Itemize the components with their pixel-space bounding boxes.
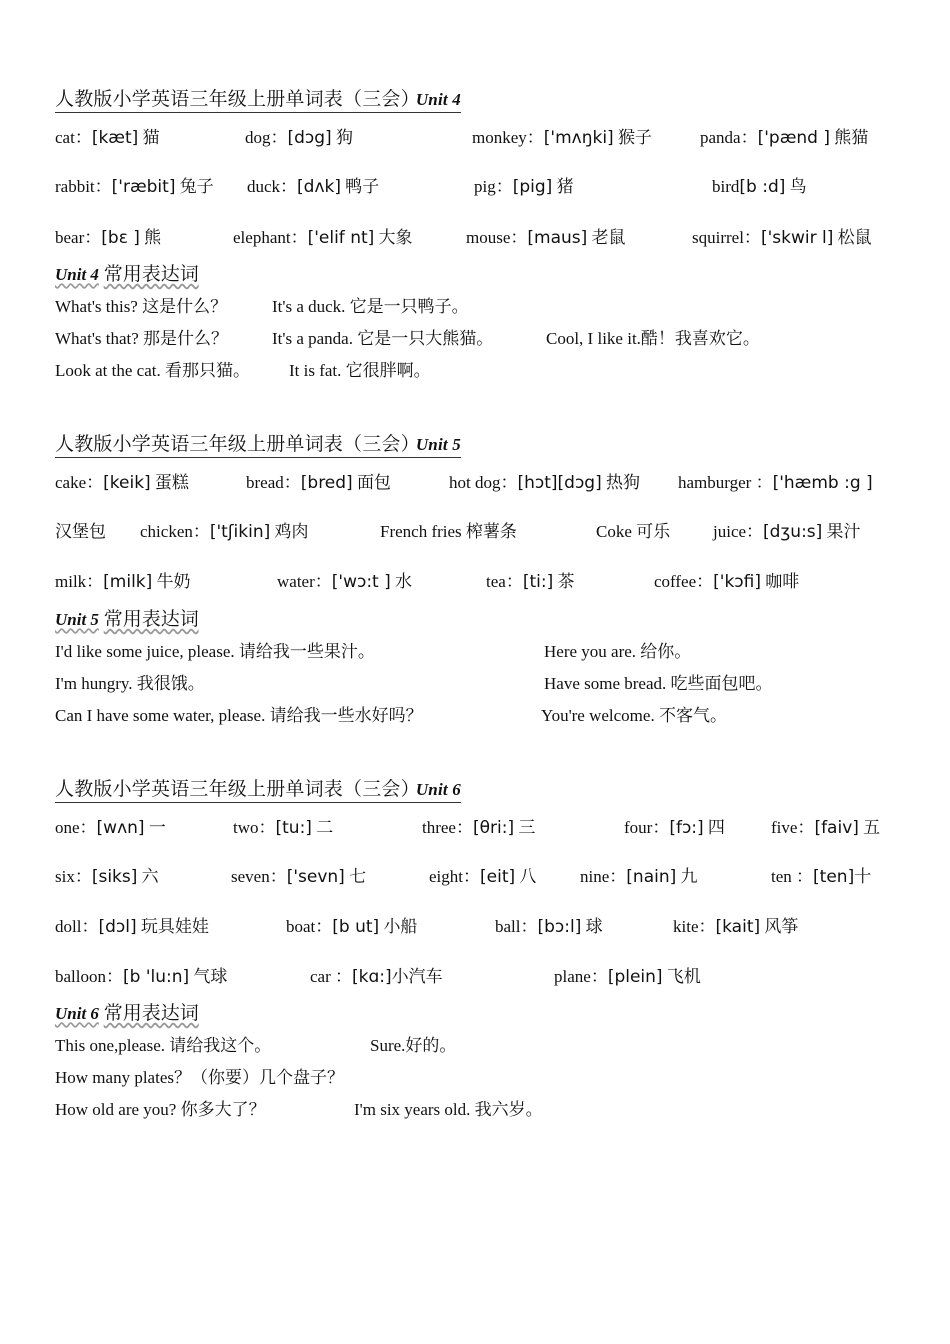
word-zh: 五 — [863, 818, 881, 837]
word-zh: 鸟 — [789, 177, 807, 196]
word-entry — [596, 517, 670, 542]
word-entry — [245, 123, 353, 148]
word-zh: 六 — [141, 867, 159, 886]
word-zh: 猪 — [556, 177, 574, 196]
word-en: pig： — [474, 177, 513, 196]
word-entry — [55, 912, 209, 937]
word-entry — [474, 172, 574, 197]
word-zh: 玩具娃娃 — [140, 917, 209, 936]
word-zh: 猫 — [142, 128, 160, 147]
word-en: hot dog： — [449, 473, 518, 492]
word-entry — [486, 567, 574, 592]
word-zh: 七 — [349, 867, 367, 886]
expr-unit: Unit 5 — [55, 610, 99, 629]
expression-line: Look at the cat. 看那只猫。 — [55, 361, 250, 380]
word-en: squirrel： — [692, 228, 761, 247]
word-entry — [700, 123, 868, 148]
word-entry — [713, 517, 861, 542]
expression-line: Here you are. 给你。 — [544, 642, 692, 661]
word-en: seven： — [231, 867, 287, 886]
word-zh: 榨薯条 — [465, 522, 517, 541]
word-entry — [55, 962, 227, 987]
word-zh: 风筝 — [764, 917, 799, 936]
expression-line: How old are you? 你多大了？ — [55, 1100, 266, 1119]
word-entry — [55, 172, 214, 197]
word-zh: 球 — [585, 917, 603, 936]
word-ipa: [b ut] — [332, 917, 380, 937]
word-ipa: [siks] — [91, 867, 138, 887]
expression-line: Cool, I like it.酷！我喜欢它。 — [546, 329, 760, 348]
word-zh: 兔子 — [179, 177, 214, 196]
word-entry — [712, 172, 807, 197]
word-zh: 面包 — [356, 473, 391, 492]
word-zh: 小汽车 — [391, 967, 443, 986]
word-zh: 四 — [707, 818, 725, 837]
word-entry — [771, 813, 880, 838]
word-ipa: [tu:] — [275, 818, 312, 838]
word-en: dog： — [245, 128, 288, 147]
word-en: nine： — [580, 867, 627, 886]
word-en: hamburger ： — [678, 473, 773, 492]
word-ipa: [dɔl] — [98, 917, 137, 937]
word-en: water： — [277, 572, 332, 591]
word-zh: 热狗 — [605, 473, 640, 492]
word-zh: 八 — [519, 867, 537, 886]
expr-title: 常用表达词 — [103, 264, 199, 285]
word-ipa: [b :d] — [739, 177, 786, 197]
word-en: two： — [233, 818, 276, 837]
expr-title: 常用表达词 — [103, 1003, 199, 1024]
word-en: bear： — [55, 228, 102, 247]
word-en: five： — [771, 818, 815, 837]
word-entry — [422, 813, 535, 838]
word-ipa: ['skwir l] — [760, 228, 834, 248]
word-ipa: [kæt] — [91, 128, 139, 148]
word-en: car ： — [310, 967, 353, 986]
expression-line: Have some bread. 吃些面包吧。 — [544, 674, 773, 693]
heading-text: 人教版小学英语三年级上册单词表（三会） — [55, 89, 420, 110]
word-en: doll： — [55, 917, 99, 936]
word-en: cake： — [55, 473, 104, 492]
word-en: bread： — [246, 473, 301, 492]
word-zh: 狗 — [335, 128, 353, 147]
word-en: juice： — [713, 522, 764, 541]
word-entry — [286, 912, 417, 937]
word-en: Coke — [596, 522, 632, 541]
word-zh: 水 — [395, 572, 412, 591]
word-entry — [380, 517, 517, 542]
expr-unit: Unit 4 — [55, 265, 99, 284]
word-ipa: [hɔt][dɔg] — [517, 473, 602, 493]
word-ipa: [b 'lu:n] — [123, 967, 190, 987]
expression-line: Sure.好的。 — [370, 1036, 457, 1055]
word-ipa: ['elif nt] — [307, 228, 375, 248]
word-entry — [233, 813, 333, 838]
word-zh: 小船 — [383, 917, 418, 936]
word-en: ball： — [495, 917, 538, 936]
word-zh: 飞机 — [666, 967, 701, 986]
word-en: plane： — [554, 967, 608, 986]
word-zh: 果汁 — [826, 522, 861, 541]
expression-line: You're welcome. 不客气。 — [541, 706, 727, 725]
word-entry — [554, 962, 701, 987]
word-ipa: [bɔ:l] — [537, 917, 582, 937]
word-en: mouse： — [466, 228, 528, 247]
word-en: four： — [624, 818, 670, 837]
word-ipa: [maus] — [527, 228, 588, 248]
word-ipa: [dʌk] — [297, 177, 342, 197]
word-zh: 熊 — [144, 228, 162, 247]
word-ipa: [ti:] — [522, 572, 554, 592]
word-zh: 一 — [148, 818, 166, 837]
word-en: elephant： — [233, 228, 308, 247]
word-en: bird — [712, 177, 740, 196]
word-ipa: [faiv] — [814, 818, 859, 838]
word-zh: 老鼠 — [591, 228, 626, 247]
word-ipa: [kait] — [715, 917, 761, 937]
word-entry — [247, 172, 379, 197]
word-en: coffee： — [654, 572, 714, 591]
word-en: one： — [55, 818, 97, 837]
word-entry — [472, 123, 652, 148]
word-en: ten ： — [771, 867, 814, 886]
heading-unit: Unit 5 — [415, 435, 461, 454]
expression-line: I'm six years old. 我六岁。 — [354, 1100, 543, 1119]
word-ipa: ['pænd ] — [757, 128, 830, 148]
word-en: cat： — [55, 128, 92, 147]
word-ipa: [eit] — [480, 867, 516, 887]
expressions-heading-unit6 — [55, 998, 199, 1025]
word-entry — [654, 567, 799, 592]
word-ipa: ['tʃikin] — [209, 522, 271, 542]
word-ipa: [nain] — [626, 867, 677, 887]
expression-line: Can I have some water, please. 请给我一些水好吗？ — [55, 706, 423, 725]
word-ipa: ['wɔ:t ] — [331, 572, 391, 592]
word-ipa: ['mʌŋki] — [543, 128, 614, 148]
word-ipa: ['kɔfi] — [713, 572, 761, 592]
expression-line: It's a panda. 它是一只大熊猫。 — [272, 329, 494, 348]
heading-text: 人教版小学英语三年级上册单词表（三会） — [55, 779, 420, 800]
word-ipa: ['hæmb :g ] — [772, 473, 873, 493]
word-entry — [580, 862, 698, 887]
word-zh: 鸭子 — [345, 177, 380, 196]
word-zh: 大象 — [378, 228, 413, 247]
word-entry — [771, 862, 871, 887]
word-ipa: ['ræbit] — [111, 177, 176, 197]
word-entry — [55, 813, 166, 838]
word-entry — [55, 517, 106, 542]
word-zh: 可乐 — [636, 522, 671, 541]
word-ipa: [fɔ:] — [669, 818, 704, 838]
word-en: monkey： — [472, 128, 544, 147]
word-entry — [495, 912, 603, 937]
word-en: duck： — [247, 177, 298, 196]
word-ipa: [θri:] — [472, 818, 515, 838]
word-entry — [277, 567, 412, 592]
word-ipa: [dʒu:s] — [763, 522, 823, 542]
expression-line: What's this? 这是什么？ — [55, 297, 228, 316]
expression-line: I'm hungry. 我很饿。 — [55, 674, 205, 693]
word-ipa: [pig] — [512, 177, 553, 197]
word-ipa: [keik] — [103, 473, 151, 493]
word-ipa: [plein] — [607, 967, 663, 987]
word-zh: 汉堡包 — [55, 522, 106, 541]
expr-unit: Unit 6 — [55, 1004, 99, 1023]
word-en: rabbit： — [55, 177, 112, 196]
expression-line: This one,please. 请给我这个。 — [55, 1036, 272, 1055]
expression-line: What's that? 那是什么？ — [55, 329, 229, 348]
word-zh: 熊猫 — [834, 128, 869, 147]
word-entry — [231, 862, 366, 887]
word-entry — [692, 223, 872, 248]
word-zh: 气球 — [193, 967, 228, 986]
section-heading-unit4 — [55, 84, 461, 113]
heading-text: 人教版小学英语三年级上册单词表（三会） — [55, 434, 420, 455]
word-zh: 三 — [518, 818, 536, 837]
word-zh: 蛋糕 — [154, 473, 189, 492]
expressions-heading-unit4 — [55, 259, 199, 286]
word-entry — [55, 223, 161, 248]
expression-line: I'd like some juice, please. 请给我一些果汁。 — [55, 642, 375, 661]
word-en: eight： — [429, 867, 480, 886]
word-entry — [55, 123, 160, 148]
word-entry — [55, 567, 191, 592]
word-zh: 鸡肉 — [274, 522, 309, 541]
word-entry — [55, 862, 159, 887]
word-en: tea： — [486, 572, 523, 591]
word-zh: 十 — [854, 867, 872, 886]
word-ipa: [bɛ ] — [101, 228, 140, 248]
word-en: chicken： — [140, 522, 210, 541]
word-ipa: [dɔg] — [287, 128, 332, 148]
word-zh: 松鼠 — [837, 228, 872, 247]
word-entry — [55, 468, 189, 493]
word-ipa: [milk] — [103, 572, 153, 592]
word-ipa: [wʌn] — [96, 818, 145, 838]
word-ipa: [ten] — [813, 867, 855, 887]
word-en: boat： — [286, 917, 333, 936]
word-entry — [429, 862, 536, 887]
word-zh: 咖啡 — [765, 572, 800, 591]
word-ipa: ['sevn] — [286, 867, 345, 887]
word-entry — [140, 517, 309, 542]
word-zh: 茶 — [557, 572, 575, 591]
word-en: panda： — [700, 128, 758, 147]
expression-line: It is fat. 它很胖啊。 — [289, 361, 431, 380]
word-entry — [233, 223, 413, 248]
word-entry — [673, 912, 798, 937]
word-ipa: [bred] — [300, 473, 353, 493]
word-entry — [678, 468, 873, 493]
word-en: six： — [55, 867, 92, 886]
word-ipa: [kɑ:] — [352, 967, 392, 987]
word-en: milk： — [55, 572, 104, 591]
expr-title: 常用表达词 — [103, 609, 199, 630]
section-heading-unit6 — [55, 774, 461, 803]
word-en: three： — [422, 818, 473, 837]
word-zh: 牛奶 — [156, 572, 191, 591]
word-en: French fries — [380, 522, 462, 541]
word-zh: 二 — [316, 818, 334, 837]
expression-line: It's a duck. 它是一只鸭子。 — [272, 297, 469, 316]
heading-unit: Unit 4 — [415, 90, 461, 109]
word-entry — [310, 962, 443, 987]
word-entry — [449, 468, 640, 493]
word-entry — [246, 468, 391, 493]
word-entry — [624, 813, 725, 838]
word-entry — [466, 223, 626, 248]
word-en: balloon： — [55, 967, 123, 986]
word-en: kite： — [673, 917, 716, 936]
word-zh: 九 — [680, 867, 698, 886]
word-zh: 猴子 — [617, 128, 652, 147]
expressions-heading-unit5 — [55, 604, 199, 631]
heading-unit: Unit 6 — [415, 780, 461, 799]
section-heading-unit5 — [55, 429, 461, 458]
expression-line: How many plates？（你要）几个盘子？ — [55, 1068, 344, 1087]
